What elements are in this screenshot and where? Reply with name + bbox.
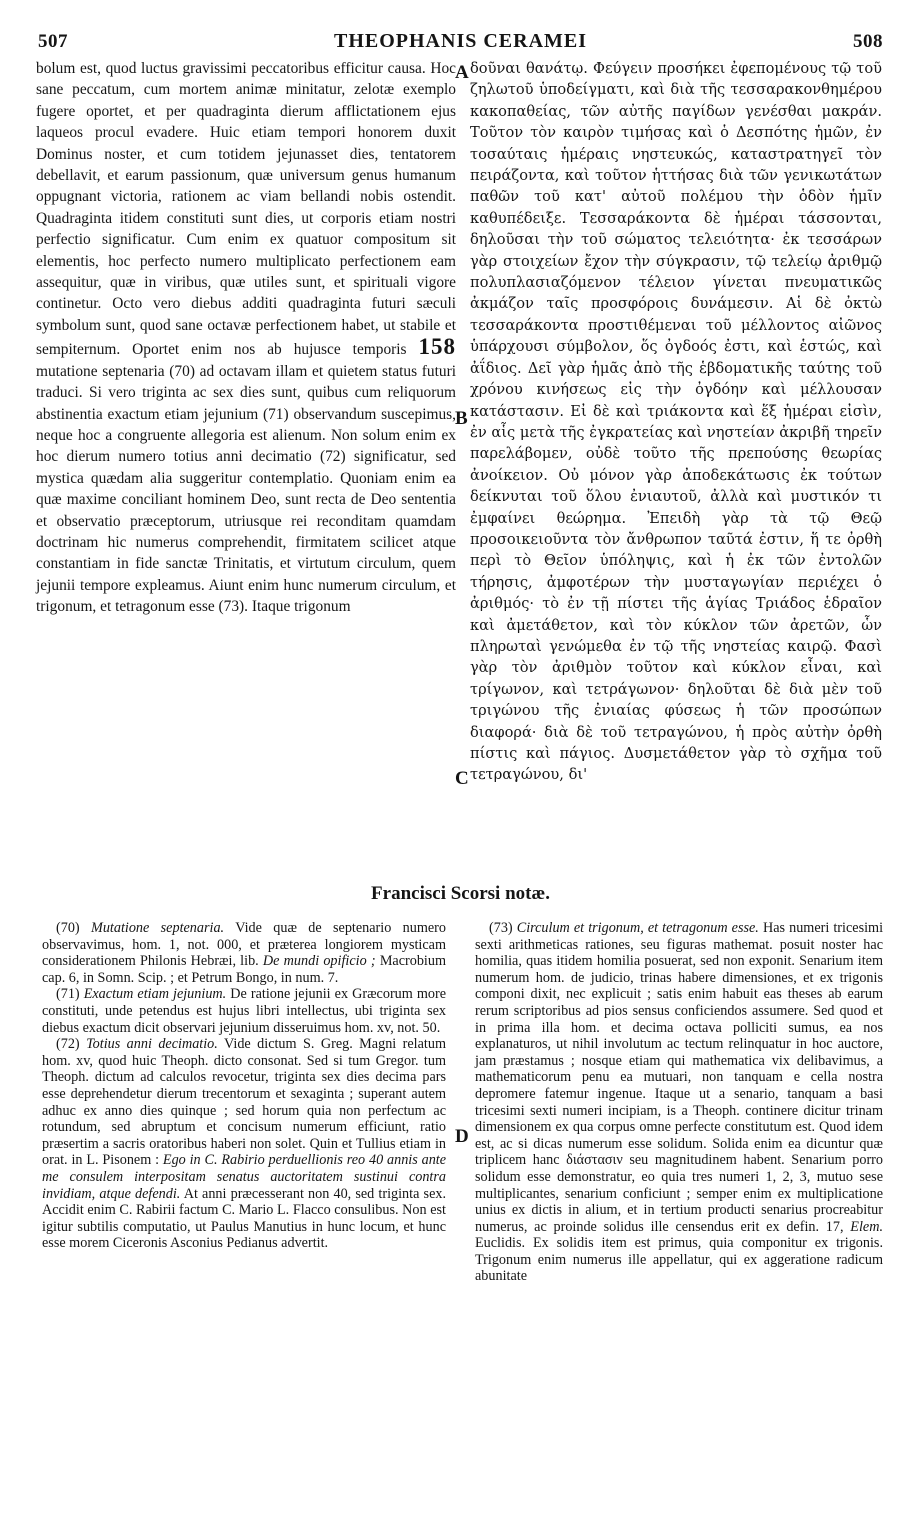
note-72 [42,1036,446,1252]
notes-heading: Francisci Scorsi notæ. [371,883,550,904]
note-lemma: Totius anni decimatio. [86,1036,218,1053]
running-title: THEOPHANIS CERAMEI [333,30,588,52]
latin-paragraph [36,58,456,618]
note-citation: Elem. [850,1218,883,1235]
note-text: Vide quæ de septenario numero observavimus, hom. 1, not. 000, et præterea longiorem mysticam considerationem Philonis Hebræi, lib. [42,920,446,970]
margin-marker-d: D [455,1126,469,1147]
margin-marker-a: A [455,62,469,83]
latin-text-part-1: bolum est, quod luctus gravissimi peccatoribus efficitur causa. Hoc sane peccatum, cum mortem animæ minitatur, zelotæ exemplo fugere oportet, et per quadraginta dierum afflictationem ejus laqueos procul evadere. Huic etiam tempori honorem duxit Dominus noster, et cum totidem jejunasset dies, tentatorem debellavit, et earum passionum, quæ universum genus humanum oppugnant victoria, rationem ac viam bellandi nobis ostendit. Quadraginta itidem constituti sunt dies, ut corporis etiam nostri perfectio significatur. Cum enim ex quatuor compositum sit elementis, hoc perfecto numero multiplicato perfectionem eam assequitur, quæ in viribus, quæ utiles sunt, et spirituali vigore continetur. Octo vero diebus additi quadraginta futuri sæculi symbolum sunt, quod sane octavæ perfectionem habet, ut stabile et sempiternum. Oportet enim nos ab hujusce temporis [36,60,456,359]
note-text: De ratione jejunii ex Græcorum more constituti, unde petendus est hujus libri intellectus, ubi triginta sex diebus exactum dicit observari jejunium disseruimus hom. xv, not. 50. [42,986,447,1036]
right-page-number: 508 [853,31,883,52]
note-text: Has numeri tricesimi sexti arithmeticas rationes, seu figuras mathemat. posuit noster hac homilia, quas itidem homilia posuerat, sed non exponit. Senarium item numerum hom. de judicio, trinas habere dimensiones, et ex trigonis componi dixit, nec explicuit ; satis enim habuit eas theses ab earum rerum scriptoribus ad pios sensus conficiendos assumere. Sed quod et in prima illa hom. et decima octava polliciti sumus, ea nos explanaturos, ut nihil involutum ac tectum relinquatur in hoc auctore, jam præstamus ; nosque etiam qui mathematica vix delibavimus, a mathematicorum penu ea mutuari, non tanquam e cella nostra depromere fatemur ingenue. Itaque ut a senario, tanquam a basi tricesimi sexti numeri incipiam, is a Theoph. continere dicitur trinam dimensionem ex qua corpus omne perfecte constitutum est. Quod idem est, ac si dicas numerum esse solidum. Solida enim ea dicuntur quæ triplicem hanc διάστασιν seu magnitudinem habent. Senarium porro solidum esse demonstratur, eo quia tres numeri 1, 2, 3, mutuo sese multiplicantes, senarium conficiunt ; semper enim ex multiplicatione unius ex dictis in alium, et in tertium producti senarius procreabitur numerus, ac proinde solidus ille censendus erit ex defin. 17, [475,920,884,1235]
left-page-number: 507 [38,31,68,52]
note-number: (72) [56,1036,80,1053]
notes-right-column [475,920,883,1285]
note-citation: De mundi opificio ; [262,953,376,970]
notes-left-column [42,920,446,1252]
margin-marker-b: B [455,408,468,429]
note-lemma: Exactum etiam jejunium. [83,986,227,1003]
note-citation: Ego in C. Rabirio perduellionis reo 40 annis ante me consulem interpositam senatus auctoritatem sustinui contra invidiam, atque defendi. [42,1152,447,1202]
note-number: (73) [489,920,513,936]
note-lemma: Circulum et trigonum, et tetragonum esse. [516,920,759,936]
note-70 [42,920,446,986]
note-text: At anni præcesserant non 40, sed triginta sex. Accidit enim C. Rabirii factum C. Mario L. Flacco consulibus. Non est igitur subtilis computatio, ut Paulus Manutius in hunc locum, et hunc esse morem Ciceronis Asconius Pedianus advertit. [42,1185,447,1252]
note-text: Macrobium cap. 6, in Somn. Scip. ; et Petrum Bongo, in num. 7. [42,953,447,986]
page-header [38,30,883,60]
note-number: (71) [56,986,80,1003]
note-73 [475,920,883,1285]
latin-text-column [36,58,456,618]
greek-text-column [470,58,882,786]
margin-marker-c: C [455,768,469,789]
note-lemma: Mutatione septenaria. [91,920,225,936]
note-text: Euclidis. Ex solidis item est primus, quia componitur ex trigonis. Trigonum enim numerus ille appellatur, qui ex aggeratione radicum abunitate [475,1235,883,1285]
note-71 [42,986,446,1036]
note-number: (70) [56,920,80,936]
note-text: Vide dictum S. Greg. Magni relatum hom. xv, quod huic Theoph. dicto consonat. Sed si tum Gregor. tum Theoph. dictum ad calculos revocetur, triginta sex dies decima pars esse deprehendetur dierum trecentorum et sexaginta ; superant autem adhuc ex anno dies quinque ; sed horum quia non perfectum ac rotundum, sed abruptum et concisum numerum efficiunt, ratio præsertim a sacris oratoribus haberi non solet. Quin et Tullius etiam in orat. in L. Pisonem : [42,1036,446,1169]
latin-text-part-2: mutatione septenaria (70) ad octavam illam et quietem status futuri traduci. Si vero triginta ac sex dies sunt, quibus cum reliquorum abstinentia exactum etiam jejunium (71) observandum suscepimus, neque hoc a congruente allegoria est alienum. Non solum enim ex hoc dierum numero totius anni decimatio (72) significatur, sed mystica quædam alia suggeritur contemplatio. Quoniam enim ea quæ maxime conciliant hominem Deo, sunt recta de Deo sententia et observatio præceptorum, utriusque rei reconditam quamdam doctrinam hic numerus comprehendit, firmitatem scilicet atque constantiam in fide sanctæ Trinitatis, et virtutum circulum, quem jejunii tempore expleamus. Aiunt enim hunc numerum circulum, et trigonum, et tetragonum esse (73). Itaque trigonum [36,362,456,616]
column-number: 158 [418,334,456,360]
greek-paragraph: δοῦναι θανάτῳ. Φεύγειν προσήκει ἐφεπομένους τῷ τοῦ ζηλωτοῦ ὑποδείγματι, καὶ διὰ τῆς τεσσαρακονθημέρου κακοπαθείας, τῶν αὐτῆς παγίδων γενέσθαι μακράν. Τοῦτον τὸν καιρὸν τιμήσας καὶ ὁ Δεσπότης ἡμῶν, ἐν τοσαύταις ἡμέραις νηστευκώς, καταστρατηγεῖ τὸν πειράζοντα, καὶ τοῦτον ἡττήσας διὰ τῶν γενικωτάτων παθῶν τοῦ κατ' αὐτοῦ πολέμου τὴν ὁδὸν ἡμῖν καθυπέδειξε. Τεσσαράκοντα δὲ ἡμέραι τάσσονται, δηλοῦσαι τὴν τοῦ σώματος τελειότητα· ἐκ τεσσάρων γὰρ στοιχείων ἔχον τὴν σύγκρασιν, τῷ τελείῳ ἀριθμῷ πολυπλασιαζόμενον τέλειον γίνεται πνευματικῶς ἀκμάζον ταῖς προσφόροις δυνάμεσιν. Αἱ δὲ ὀκτὼ τεσσαράκοντα προστιθέμεναι τοῦ μέλλοντος αἰῶνος ὑπάρχουσι σύμβολον, ὅς ὀγδοός ἐστι, καὶ ἑστώς, καὶ ἀΐδιος. Δεῖ γὰρ ἡμᾶς ἀπὸ τῆς ἑβδοματικῆς ταύτης τοῦ χρόνου κινήσεως εἰς τὴν ὀγδόην καὶ μέλλουσαν κατάστασιν. Εἰ δὲ καὶ τριάκοντα καὶ ἕξ ἡμέραι εἰσὶν, ἐν αἷς μετὰ τῆς ἐγκρατείας καὶ νηστείαν ἀκριβῆ τηρεῖν παρελάβομεν, οὐδὲ τοῦτο τῆς πρεπούσης θεωρίας ἀνοίκειον. Οὐ μόνον γὰρ ἀποδεκάτωσις ἐκ τούτων δείκνυται τοῦ ὅλου ἐνιαυτοῦ, ἀλλὰ καὶ μυστικόν τι ἐμφαίνει θεώρημα. Ἐπειδὴ γὰρ τὰ τῷ Θεῷ προσοικειοῦντα τὸν ἄνθρωπον ταῦτά ἐστιν, ἥ τε ὀρθὴ περὶ τὸ Θεῖον ὑπόληψις, καὶ ἡ ἐκ τῶν ἐντολῶν τήρησις, ἀμφοτέρων τὴν μυσταγωγίαν περιέχει ὁ ἀριθμός· τὸ ἐν τῇ πίστει τῆς ἁγίας Τριάδος ἑδραῖον καὶ ἀμετάθετον, καὶ τὸν κύκλον τῶν ἀρετῶν, ὧν πληρωταὶ γενώμεθα ἐν τῷ τῆς νηστείας καιρῷ. Φασὶ γὰρ τὸν ἀριθμὸν τοῦτον καὶ κύκλον εἶναι, καὶ τρίγωνον, καὶ τετράγωνον· δηλοῦται δὲ διὰ μὲν τοῦ τριγώνου τῆς ἐνιαίας φύσεως ἡ τῶν προσώπων διαφορά· διὰ δὲ τοῦ τετραγώνου, ἡ πρὸς αὐτὴν ὀρθὴ πίστις καὶ πάγιος. Δυσμετάθετον γὰρ τὸ σχῆμα τοῦ τετραγώνου, δι' [470,60,882,784]
